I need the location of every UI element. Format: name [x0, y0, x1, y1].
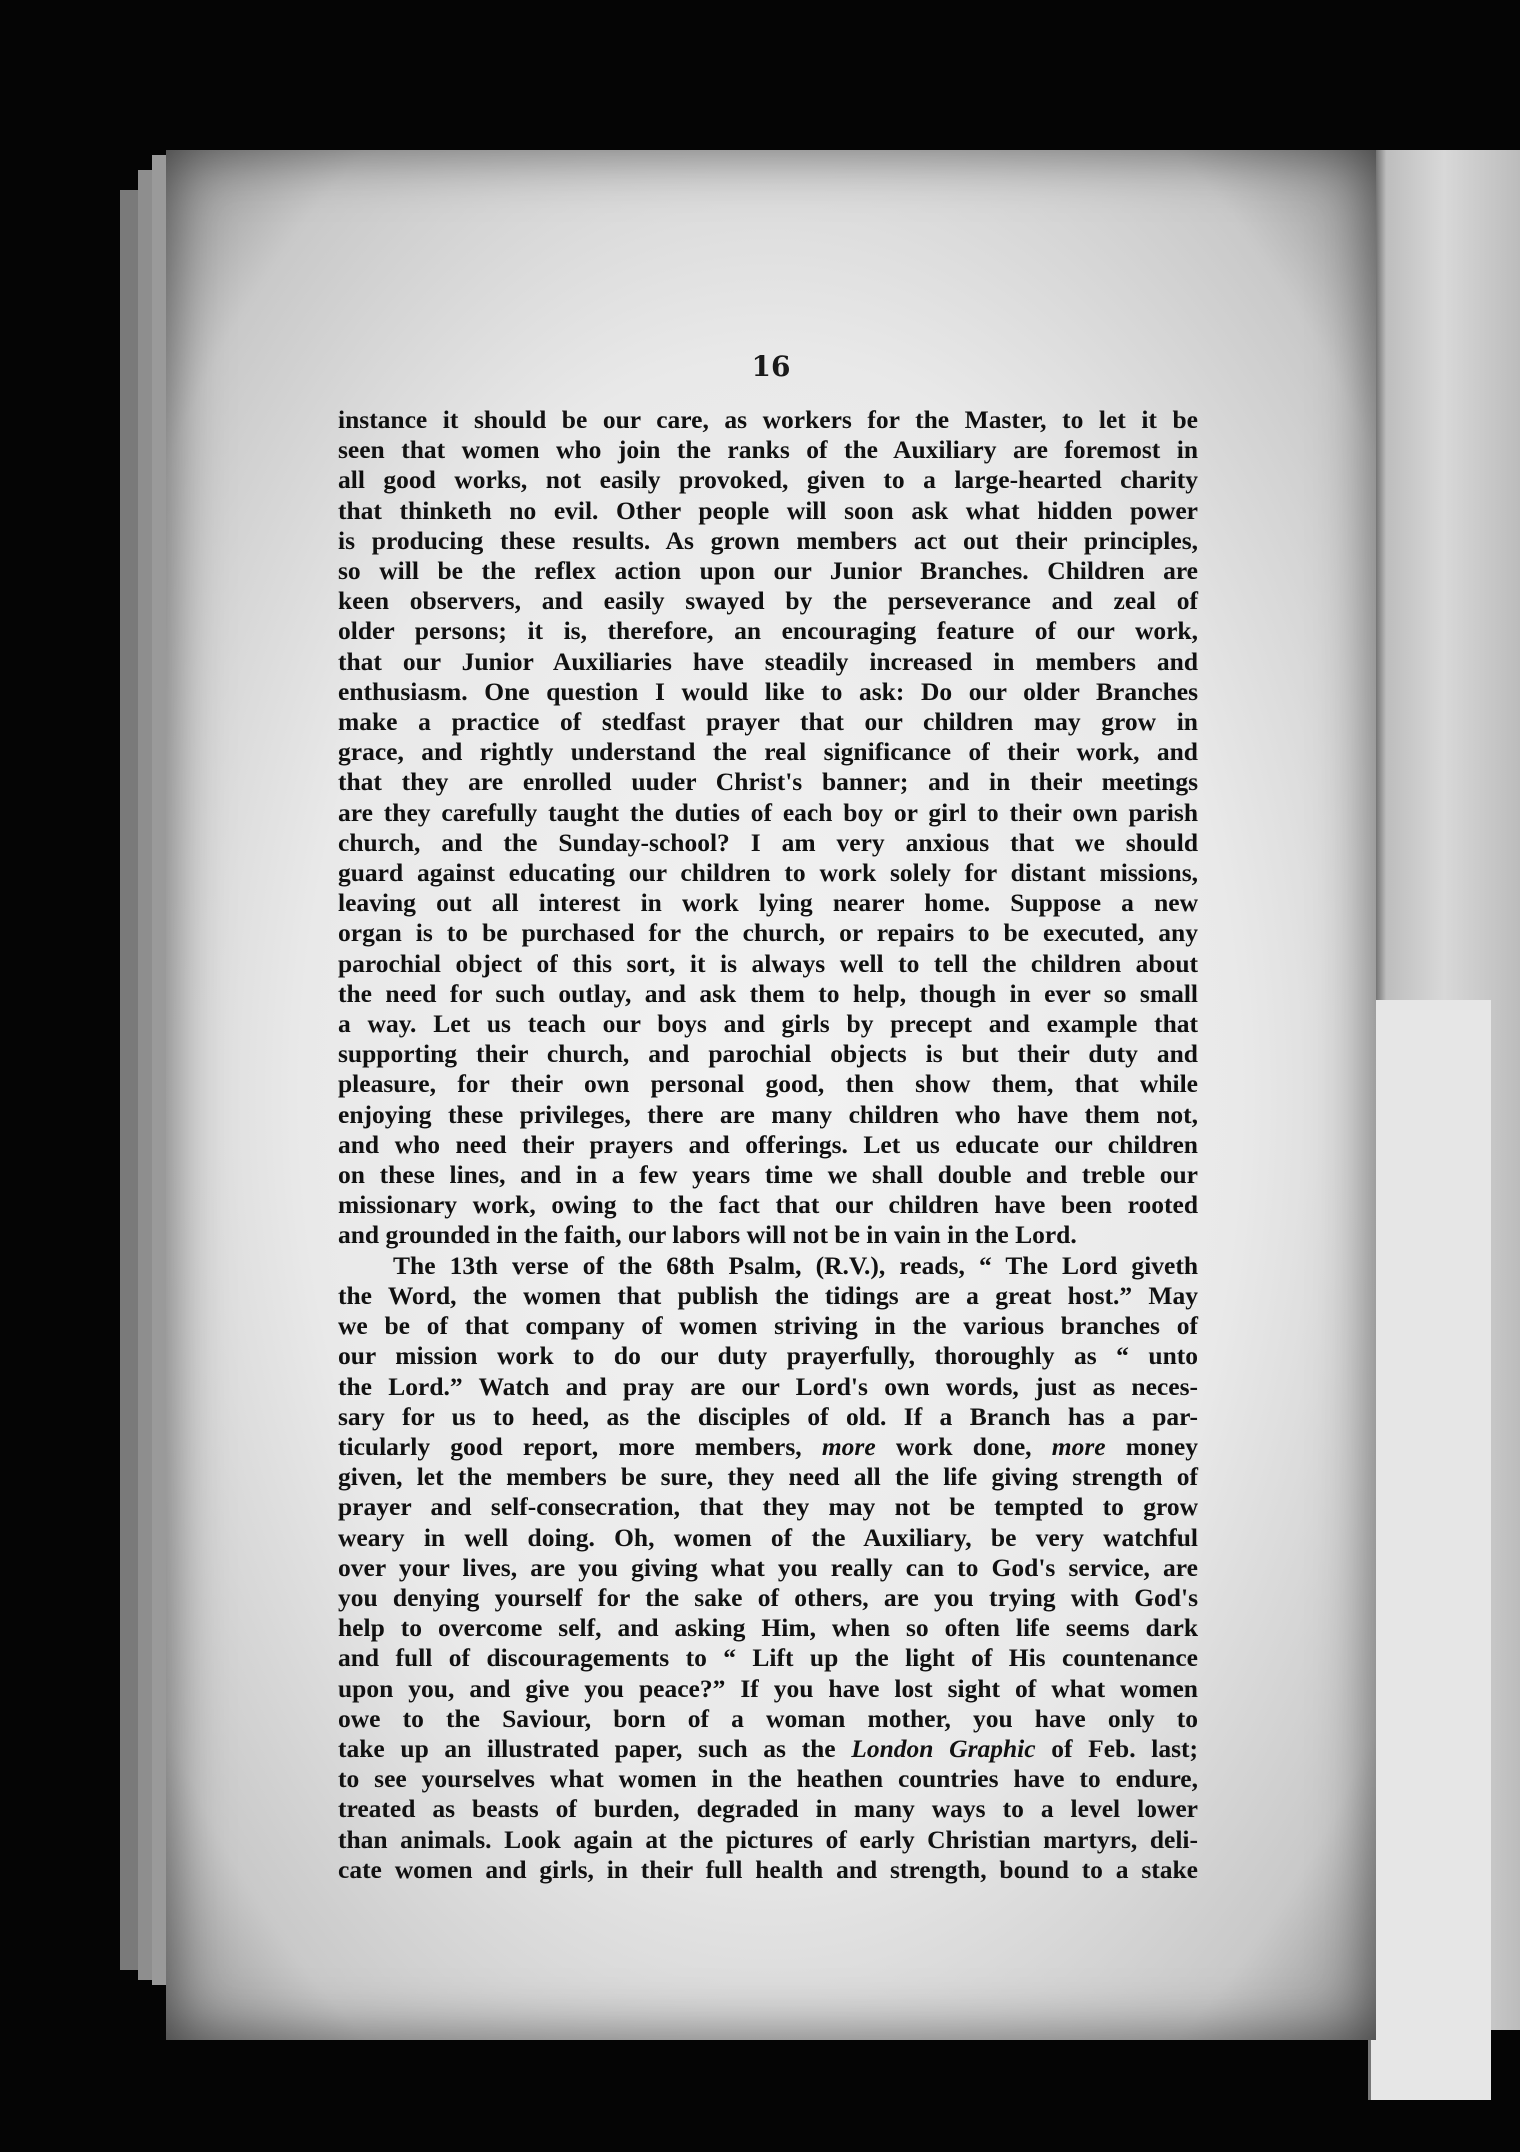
- text-line: than animals. Look again at the pictures of early Christian martyrs, deli-: [338, 1824, 1198, 1854]
- text-line: that they are enrolled uuder Christ's banner; and in their meetings: [338, 767, 1198, 797]
- text-line: is producing these results. As grown members act out their principles,: [338, 525, 1198, 555]
- torn-page-strip: [1368, 1000, 1491, 2100]
- text-line: given, let the members be sure, they need all the life giving strength of: [338, 1462, 1198, 1492]
- text-line: leaving out all interest in work lying nearer home. Suppose a new: [338, 888, 1198, 918]
- text-line: over your lives, are you giving what you really can to God's service, are: [338, 1552, 1198, 1582]
- text-line: the need for such outlay, and ask them to help, though in ever so small: [338, 978, 1198, 1008]
- text-line: weary in well doing. Oh, women of the Auxiliary, be very watchful: [338, 1522, 1198, 1552]
- text-line: that thinketh no evil. Other people will soon ask what hidden power: [338, 495, 1198, 525]
- text-line: missionary work, owing to the fact that our children have been rooted: [338, 1190, 1198, 1220]
- text-line: help to overcome self, and asking Him, when so often life seems dark: [338, 1613, 1198, 1643]
- text-line: and full of discouragements to “ Lift up the light of His countenance: [338, 1643, 1198, 1673]
- body-text: [338, 405, 1198, 1885]
- page-number: 16: [751, 350, 791, 383]
- book-page: [166, 150, 1376, 2040]
- text-line: church, and the Sunday-school? I am very anxious that we should: [338, 827, 1198, 857]
- text-line: supporting their church, and parochial objects is but their duty and: [338, 1039, 1198, 1069]
- text-segment: of Feb. last;: [1035, 1733, 1198, 1763]
- text-line: older persons; it is, therefore, an encouraging feature of our work,: [338, 616, 1198, 646]
- text-line: make a practice of stedfast prayer that our children may grow in: [338, 707, 1198, 737]
- text-line: so will be the reflex action upon our Junior Branches. Children are: [338, 556, 1198, 586]
- text-line: treated as beasts of burden, degraded in many ways to a level lower: [338, 1794, 1198, 1824]
- text-line: guard against educating our children to work solely for distant missions,: [338, 858, 1198, 888]
- text-line: upon you, and give you peace?” If you have lost sight of what women: [338, 1673, 1198, 1703]
- text-line: keen observers, and easily swayed by the perseverance and zeal of: [338, 586, 1198, 616]
- text-segment: work done,: [875, 1431, 1052, 1461]
- text-line: seen that women who join the ranks of the Auxiliary are foremost in: [338, 435, 1198, 465]
- text-segment: money: [1105, 1431, 1198, 1461]
- text-line: pleasure, for their own personal good, then show them, that while: [338, 1069, 1198, 1099]
- text-line: all good works, not easily provoked, given to a large-hearted charity: [338, 465, 1198, 495]
- text-line: to see yourselves what women in the heathen countries have to endure,: [338, 1764, 1198, 1794]
- text-line: cate women and girls, in their full health and strength, bound to a stake: [338, 1854, 1198, 1884]
- text-line: sary for us to heed, as the disciples of old. If a Branch has a par-: [338, 1401, 1198, 1431]
- facing-page: [1368, 150, 1520, 2030]
- text-line: The 13th verse of the 68th Psalm, (R.V.), reads, “ The Lord giveth: [393, 1250, 1198, 1280]
- text-line: organ is to be purchased for the church, or repairs to be executed, any: [338, 918, 1198, 948]
- text-line: the Word, the women that publish the tidings are a great host.” May: [338, 1280, 1198, 1310]
- text-line: [338, 1734, 1198, 1764]
- italic-text: more: [821, 1431, 876, 1461]
- italic-text: London Graphic: [851, 1733, 1036, 1763]
- text-segment: ticularly good report, more members,: [338, 1431, 822, 1461]
- text-line: parochial object of this sort, it is always well to tell the children about: [338, 948, 1198, 978]
- text-line: owe to the Saviour, born of a woman mother, you have only to: [338, 1703, 1198, 1733]
- text-line: the Lord.” Watch and pray are our Lord's own words, just as neces-: [338, 1371, 1198, 1401]
- text-line: you denying yourself for the sake of others, are you trying with God's: [338, 1582, 1198, 1612]
- text-segment: take up an illustrated paper, such as the: [338, 1733, 852, 1763]
- text-line: enthusiasm. One question I would like to ask: Do our older Branches: [338, 676, 1198, 706]
- text-line: and grounded in the faith, our labors will not be in vain in the Lord.: [338, 1220, 1077, 1250]
- text-line: [338, 1432, 1198, 1462]
- italic-text: more: [1051, 1431, 1106, 1461]
- text-line: a way. Let us teach our boys and girls by precept and example that: [338, 1009, 1198, 1039]
- text-line: and who need their prayers and offerings. Let us educate our children: [338, 1129, 1198, 1159]
- text-line: instance it should be our care, as workers for the Master, to let it be: [338, 405, 1198, 434]
- text-line: are they carefully taught the duties of each boy or girl to their own parish: [338, 797, 1198, 827]
- text-line: enjoying these privileges, there are many children who have them not,: [338, 1099, 1198, 1129]
- text-line: that our Junior Auxiliaries have steadily increased in members and: [338, 646, 1198, 676]
- text-line: prayer and self-consecration, that they may not be tempted to grow: [338, 1492, 1198, 1522]
- text-line: we be of that company of women striving in the various branches of: [338, 1311, 1198, 1341]
- text-line: our mission work to do our duty prayerfully, thoroughly as “ unto: [338, 1341, 1198, 1371]
- text-line: on these lines, and in a few years time we shall double and treble our: [338, 1160, 1198, 1190]
- text-line: grace, and rightly understand the real significance of their work, and: [338, 737, 1198, 767]
